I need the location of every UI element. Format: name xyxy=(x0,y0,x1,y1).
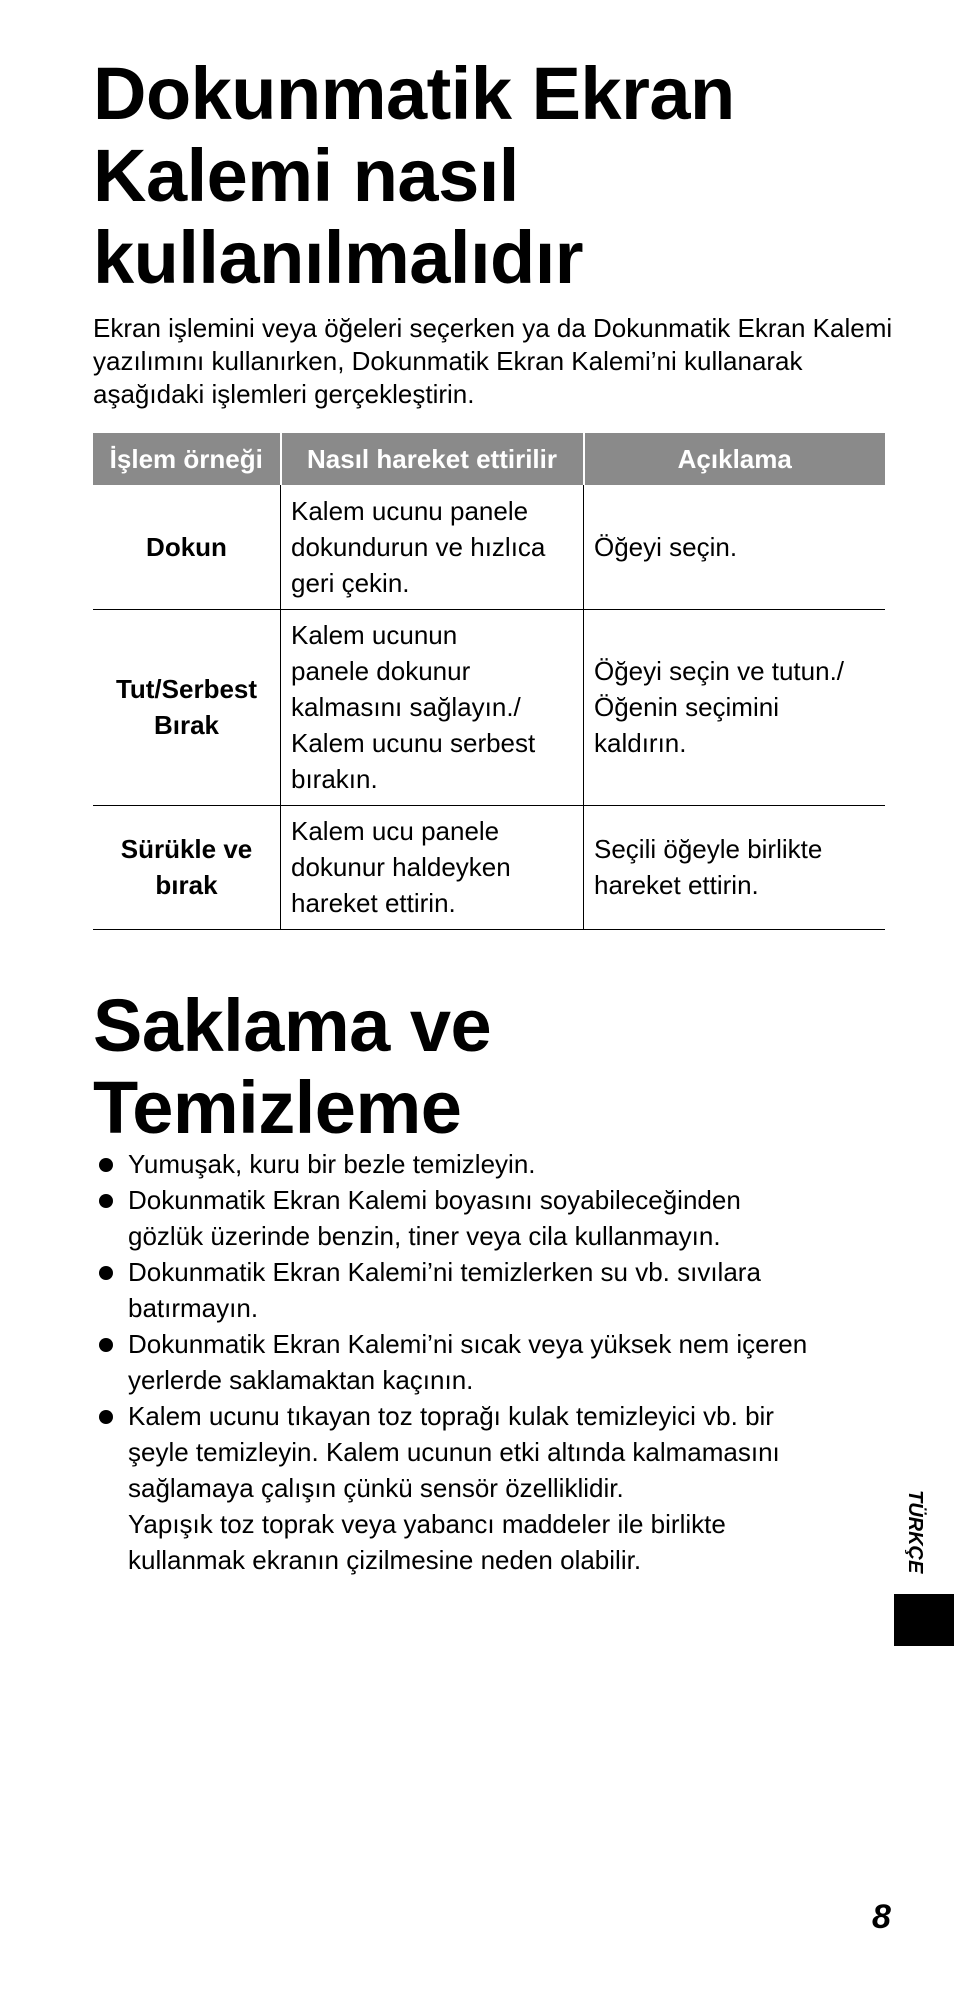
cell-how xyxy=(281,609,584,805)
language-side-label xyxy=(898,1490,928,1590)
list-item-line: kullanmak ekranın çizilmesine neden olabilir. xyxy=(128,1545,642,1575)
list-item-line: sağlamaya çalışın çünkü sensör özelliklidir. xyxy=(128,1473,624,1503)
list-item-line: Dokunmatik Ekran Kalemi’ni temizlerken su vb. sıvılara xyxy=(128,1257,761,1287)
cell-line: Tut/Serbest xyxy=(115,674,258,704)
cell-description xyxy=(584,485,886,609)
list-item-line: batırmayın. xyxy=(128,1293,259,1323)
bullet-icon xyxy=(99,1410,113,1424)
cell-operation xyxy=(93,609,281,805)
bullet-icon xyxy=(99,1194,113,1208)
section-title-usage xyxy=(93,53,853,299)
cell-how xyxy=(281,805,584,929)
cell-line: Öğenin seçimini xyxy=(594,692,779,722)
page-number: 8 xyxy=(872,1898,891,1936)
list-item-line: Dokunmatik Ekran Kalemi’ni sıcak veya yüksek nem içeren xyxy=(128,1329,808,1359)
title-line: Temizleme xyxy=(93,1066,462,1149)
list-item xyxy=(93,1398,893,1578)
list-item xyxy=(93,1326,893,1398)
list-item xyxy=(93,1146,893,1182)
bullet-icon xyxy=(99,1338,113,1352)
bullet-icon xyxy=(99,1266,113,1280)
cell-line: hareket ettirin. xyxy=(291,888,456,918)
cell-line: Kalem ucunun xyxy=(291,620,458,650)
cell-line: geri çekin. xyxy=(291,567,410,598)
list-item-line: Kalem ucunu tıkayan toz toprağı kulak temizleyici vb. bir xyxy=(128,1401,774,1431)
list-item-line: Yapışık toz toprak veya yabancı maddeler ile birlikte xyxy=(128,1509,726,1539)
cell-line: Kalem ucunu serbest xyxy=(291,728,536,758)
table-row xyxy=(93,805,885,929)
title-line: kullanılmalıdır xyxy=(93,216,584,299)
language-label-text: TÜRKÇE xyxy=(904,1490,926,1574)
cell-description xyxy=(584,805,886,929)
language-thumb-tab xyxy=(894,1594,954,1646)
cell-line: Öğeyi seçin. xyxy=(594,531,738,562)
cell-line: Sürükle ve xyxy=(120,834,253,864)
cell-line: panele dokunur xyxy=(291,656,471,686)
operations-table xyxy=(93,433,885,930)
cell-operation xyxy=(93,805,281,929)
cell-line: dokunur haldeyken xyxy=(291,852,511,882)
cell-line: Öğeyi seçin ve tutun./ xyxy=(594,656,845,686)
cell-line: bırakın. xyxy=(291,764,378,794)
cell-operation xyxy=(93,485,281,609)
cell-line: bırak xyxy=(155,870,218,900)
title-line: Saklama ve xyxy=(93,984,492,1067)
list-item xyxy=(93,1254,893,1326)
cell-line: dokundurun ve hızlıca xyxy=(291,531,546,562)
title-line: Kalemi nasıl xyxy=(93,134,519,217)
cell-how xyxy=(281,485,584,609)
cell-line: kalmasını sağlayın./ xyxy=(291,692,521,722)
cell-line: kaldırın. xyxy=(594,728,687,758)
list-item-line: şeyle temizleyin. Kalem ucunun etki altında kalmamasını xyxy=(128,1437,780,1467)
cell-description xyxy=(584,609,886,805)
header-description: Açıklama xyxy=(584,433,886,485)
intro-paragraph: Ekran işlemini veya öğeleri seçerken ya da Dokunmatik Ekran Kalemi yazılımını kullanırken, Dokunmatik Ekran Kalemi’ni kullanarak aşağıdaki işlemleri gerçekleştirin. xyxy=(93,313,893,409)
list-item-line: Yumuşak, kuru bir bezle temizleyin. xyxy=(128,1149,536,1179)
table-row xyxy=(93,609,885,805)
section-title-storage-cleaning xyxy=(93,985,853,1149)
cell-line: Dokun xyxy=(146,531,227,562)
list-item-line: Dokunmatik Ekran Kalemi boyasını soyabileceğinden xyxy=(128,1185,741,1215)
title-line: Dokunmatik Ekran xyxy=(93,52,735,135)
list-item-line: gözlük üzerinde benzin, tiner veya cila kullanmayın. xyxy=(128,1221,721,1251)
list-item-line: yerlerde saklamaktan kaçının. xyxy=(128,1365,474,1395)
header-operation-example: İşlem örneği xyxy=(93,433,281,485)
cell-line: hareket ettirin. xyxy=(594,870,759,900)
bullet-icon xyxy=(99,1158,113,1172)
header-how-to-move: Nasıl hareket ettirilir xyxy=(281,433,584,485)
cell-line: Kalem ucunu panele xyxy=(291,495,529,526)
table-header-row xyxy=(93,433,885,485)
cell-line: Seçili öğeyle birlikte xyxy=(594,834,823,864)
table-row xyxy=(93,485,885,609)
cell-line: Bırak xyxy=(153,710,220,740)
cell-line: Kalem ucu panele xyxy=(291,816,500,846)
list-item xyxy=(93,1182,893,1254)
care-instructions-list xyxy=(93,1146,893,1578)
